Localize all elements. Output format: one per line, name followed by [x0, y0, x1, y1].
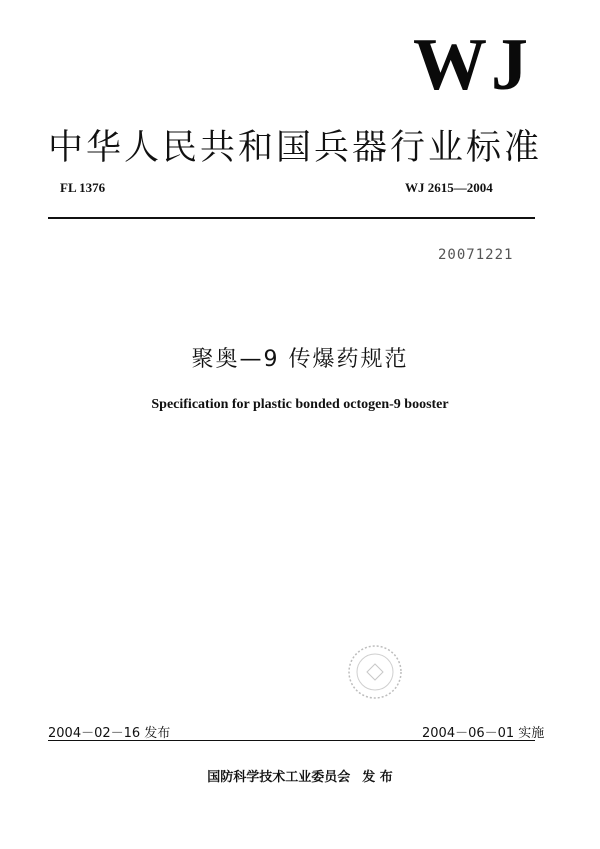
standard-number: WJ 2615—2004: [405, 180, 493, 195]
issue-date: 2004－02－16 发布: [48, 726, 171, 741]
issuer-name: 国防科学技术工业委员会: [207, 770, 351, 785]
standard-title: 中华人民共和国兵器行业标准: [48, 128, 543, 168]
stamp-number: 20071221: [438, 247, 514, 263]
footer-divider: [48, 740, 535, 741]
classification-code: FL 1376: [60, 180, 106, 195]
header-divider: [48, 217, 535, 219]
issuer-action: 发 布: [362, 770, 393, 785]
wj-logo: WJ: [413, 24, 532, 106]
document-title-cn: 聚奥—9 传爆药规范: [191, 347, 409, 372]
implementation-date: 2004－06－01 实施: [422, 726, 545, 741]
library-seal-icon: [345, 642, 405, 702]
document-title-en: Specification for plastic bonded octogen-9 booster: [151, 397, 449, 412]
issuer-line: [0, 766, 600, 785]
